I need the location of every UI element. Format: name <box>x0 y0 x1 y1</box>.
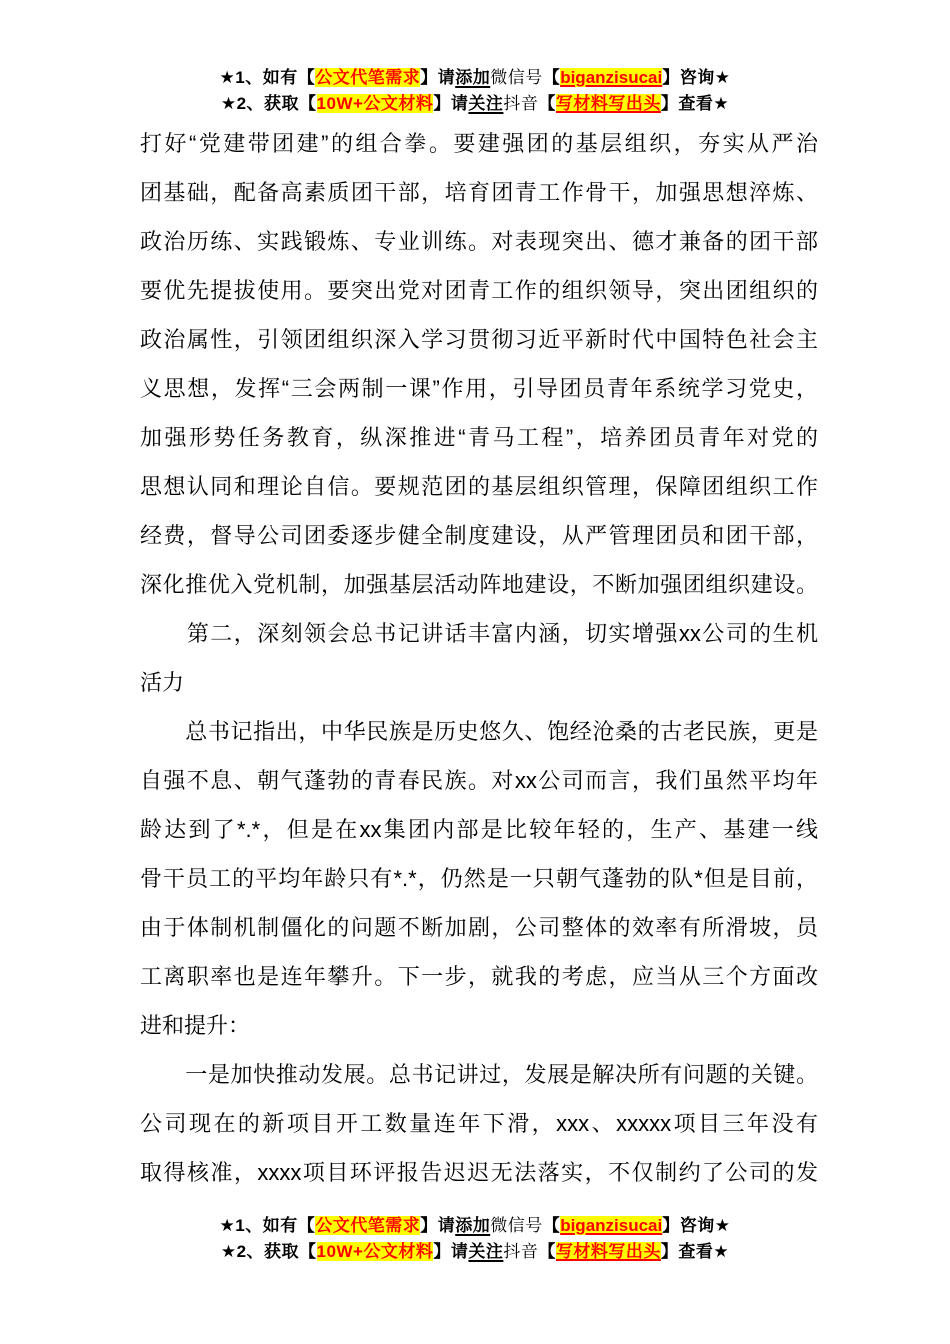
promo-add-underlined: 添加 <box>455 68 491 87</box>
promo-highlight-materials: 10W+公文材料 <box>316 1242 434 1261</box>
promo-wechat-id: biganzisucai <box>560 1216 663 1235</box>
header-promo <box>0 65 950 117</box>
promo-douyin-id: 写材料写出头 <box>555 94 661 113</box>
body-line: 龄达到了*.*，但是在xx集团内部是比较年轻的，生产、基建一线 <box>140 817 818 842</box>
body-line: 政治历练、实践锻炼、专业训练。对表现突出、德才兼备的团干部 <box>140 229 818 254</box>
body-line: 一是加快推动发展。总书记讲过，发展是解决所有问题的关键。 <box>140 1062 818 1087</box>
promo-text: 】请 <box>420 1216 456 1235</box>
promo-text: 】请 <box>433 94 469 113</box>
promo-wechat-label: 微信号 <box>490 1216 543 1235</box>
body-line: 义思想，发挥“三会两制一课”作用，引导团员青年系统学习党史， <box>140 376 818 401</box>
body-line: 打好“党建带团建”的组合拳。要建强团的基层组织，夯实从严治 <box>140 131 818 156</box>
body-line: 政治属性，引领团组织深入学习贯彻习近平新时代中国特色社会主 <box>140 327 818 352</box>
header-promo-line-1 <box>0 65 950 91</box>
promo-suffix: 】咨询★ <box>662 68 731 87</box>
promo-text: 】请 <box>420 68 456 87</box>
promo-follow-underlined: 关注 <box>468 94 504 113</box>
body-line-heading: 第二，深刻领会总书记讲话丰富内涵，切实增强xx公司的生机 <box>140 621 818 646</box>
footer-promo-line-2 <box>0 1239 950 1265</box>
body-line: 加强形势任务教育，纵深推进“青马工程”，培养团员青年对党的 <box>140 425 818 450</box>
body-line: 进和提升： <box>140 1013 251 1038</box>
promo-bracket: 【 <box>542 1216 561 1235</box>
promo-prefix: ★1、如有【 <box>219 1216 316 1235</box>
document-body <box>140 119 818 1197</box>
footer-promo-line-1 <box>0 1213 950 1239</box>
body-line: 取得核准，xxxx项目环评报告迟迟无法落实，不仅制约了公司的发 <box>140 1160 818 1185</box>
promo-highlight-service: 公文代笔需求 <box>315 68 421 87</box>
promo-text: 】请 <box>433 1242 469 1261</box>
body-line: 骨干员工的平均年龄只有*.*，仍然是一只朝气蓬勃的队*但是目前， <box>140 866 818 891</box>
promo-douyin-id: 写材料写出头 <box>555 1242 661 1261</box>
body-line: 团基础，配备高素质团干部，培育团青工作骨干，加强思想淬炼、 <box>140 180 818 205</box>
body-line: 要优先提拔使用。要突出党对团青工作的组织领导，突出团组织的 <box>140 278 818 303</box>
promo-wechat-label: 微信号 <box>490 68 543 87</box>
promo-add-underlined: 添加 <box>455 1216 491 1235</box>
promo-prefix: ★2、获取【 <box>220 1242 317 1261</box>
footer-promo <box>0 1213 950 1265</box>
promo-wechat-id: biganzisucai <box>560 68 663 87</box>
promo-suffix: 】查看★ <box>660 1242 730 1261</box>
body-line: 自强不息、朝气蓬勃的青春民族。对xx公司而言，我们虽然平均年 <box>140 768 818 793</box>
promo-douyin-label: 抖音 <box>503 94 539 113</box>
header-promo-line-2 <box>0 91 950 117</box>
promo-follow-underlined: 关注 <box>468 1242 504 1261</box>
body-line: 思想认同和理论自信。要规范团的基层组织管理，保障团组织工作 <box>140 474 818 499</box>
body-line: 总书记指出，中华民族是历史悠久、饱经沧桑的古老民族，更是 <box>140 719 818 744</box>
promo-highlight-materials: 10W+公文材料 <box>316 94 434 113</box>
promo-douyin-label: 抖音 <box>503 1242 539 1261</box>
promo-prefix: ★1、如有【 <box>219 68 316 87</box>
body-line: 工离职率也是连年攀升。下一步，就我的考虑，应当从三个方面改 <box>140 964 818 989</box>
body-line: 公司现在的新项目开工数量连年下滑，xxx、xxxxx项目三年没有 <box>140 1111 818 1136</box>
promo-bracket: 【 <box>538 94 556 113</box>
promo-suffix: 】咨询★ <box>662 1216 731 1235</box>
body-line: 深化推优入党机制，加强基层活动阵地建设，不断加强团组织建设。 <box>140 572 818 597</box>
promo-bracket: 【 <box>538 1242 556 1261</box>
promo-prefix: ★2、获取【 <box>220 94 317 113</box>
body-line: 由于体制机制僵化的问题不断加剧，公司整体的效率有所滑坡，员 <box>140 915 818 940</box>
promo-highlight-service: 公文代笔需求 <box>315 1216 421 1235</box>
promo-bracket: 【 <box>542 68 561 87</box>
promo-suffix: 】查看★ <box>660 94 730 113</box>
body-line: 经费，督导公司团委逐步健全制度建设，从严管理团员和团干部， <box>140 523 818 548</box>
body-line-heading: 活力 <box>140 670 185 695</box>
